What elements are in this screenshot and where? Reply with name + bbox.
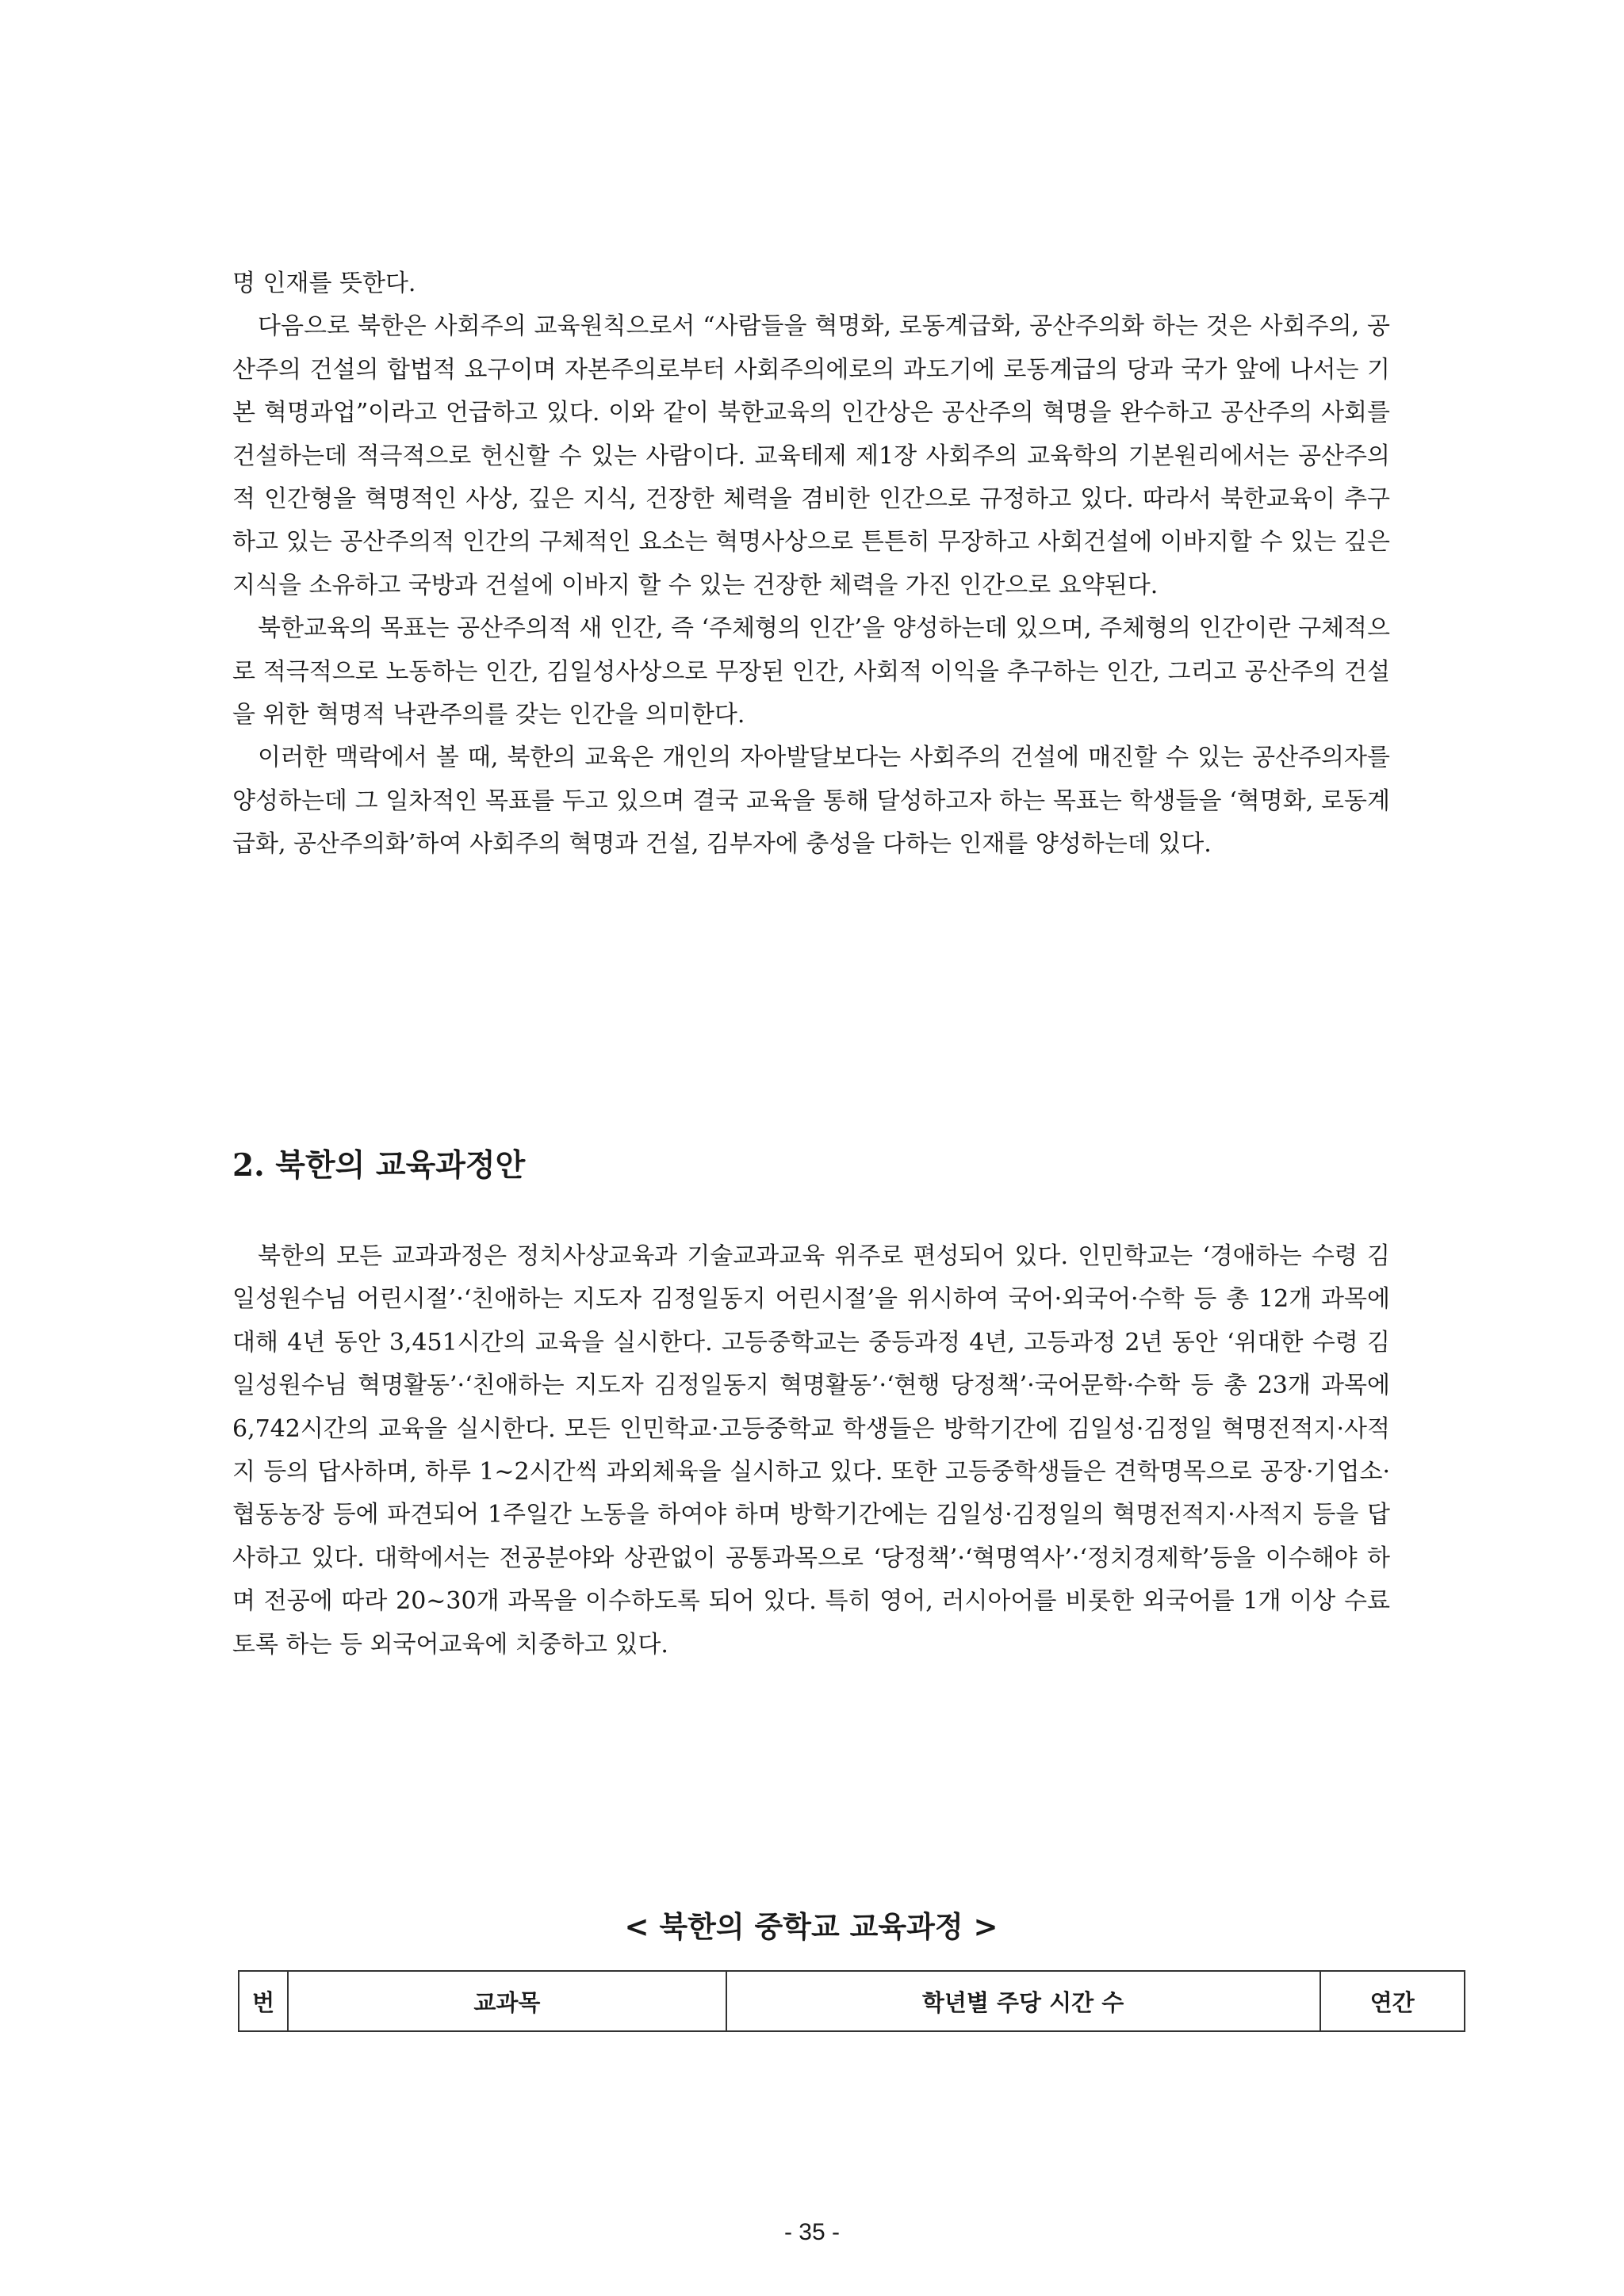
- header-number: 번: [239, 1971, 288, 2031]
- section-heading: 2. 북한의 교육과정안: [232, 1147, 526, 1184]
- paragraph-curriculum: 북한의 모든 교과과정은 정치사상교육과 기술교과교육 위주로 편성되어 있다. 인민학교는 ‘경애하는 수령 김일성원수님 어린시절’·‘친애하는 지도자 김정일동지 어린시절’을 위시하여 국어·외국어·수학 등 총 12개 과목에 대해 4년 동안 3,451시간의 교육을 실시한다. 고등중학교는 중등과정 4년, 고등과정 2년 동안 ‘위대한 수령 김일성원수님 혁명활동’·‘친애하는 지도자 김정일동지 혁명활동’·‘현행 당정책’·국어문학·수학 등 총 23개 과목에 6,742시간의 교육을 실시한다. 모든 인민학교·고등중학교 학생들은 방학기간에 김일성·김정일 혁명전적지·사적지 등의 답사하며, 하루 1~2시간씩 과외체육을 실시하고 있다. 또한 고등중학생들은 견학명목으로 공장·기업소·협동농장 등에 파견되어 1주일간 노동을 하여야 하며 방학기간에는 김일성·김정일의 혁명전적지·사적지 등을 답사하고 있다. 대학에서는 전공분야와 상관없이 공통과목으로 ‘당정책’·‘혁명역사’·‘정치경제학’등을 이수해야 하며 전공에 따라 20~30개 과목을 이수하도록 되어 있다. 특히 영어, 러시아어를 비롯한 외국어를 1개 이상 수료토록 하는 등 외국어교육에 치중하고 있다.: [232, 1242, 1390, 1659]
- header-weekly-hours: 학년별 주당 시간 수: [726, 1971, 1320, 2031]
- table-header-row: [239, 1971, 1465, 2031]
- header-subject: 교과목: [288, 1971, 726, 2031]
- table-caption: < 북한의 중학교 교육과정 >: [624, 1909, 998, 1944]
- curriculum-text-block: [232, 1235, 1390, 1667]
- paragraph-continuation: 명 인재를 뜻한다.: [232, 270, 416, 297]
- paragraph-education-goal: 북한교육의 목표는 공산주의적 새 인간, 즉 ‘주체형의 인간’을 양성하는데 있으며, 주체형의 인간이란 구체적으로 적극적으로 노동하는 인간, 김일성사상으로 무장된 인간, 사회적 이익을 추구하는 인간, 그리고 공산주의 건설을 위한 혁명적 낙관주의를 갖는 인간을 의미한다.: [232, 614, 1390, 729]
- paragraph-education-principle: 다음으로 북한은 사회주의 교육원칙으로서 “사람들을 혁명화, 로동계급화, 공산주의화 하는 것은 사회주의, 공산주의 건설의 합법적 요구이며 자본주의로부터 사회주의에로의 과도기에 로동계급의 당과 국가 앞에 나서는 기본 혁명과업”이라고 언급하고 있다. 이와 같이 북한교육의 인간상은 공산주의 혁명을 완수하고 공산주의 사회를 건설하는데 적극적으로 헌신할 수 있는 사람이다. 교육테제 제1장 사회주의 교육학의 기본원리에서는 공산주의적 인간형을 혁명적인 사상, 깊은 지식, 건장한 체력을 겸비한 인간으로 규정하고 있다. 따라서 북한교육이 추구하고 있는 공산주의적 인간의 구체적인 요소는 혁명사상으로 튼튼히 무장하고 사회건설에 이바지할 수 있는 깊은 지식을 소유하고 국방과 건설에 이바지 할 수 있는 건장한 체력을 가진 인간으로 요약된다.: [232, 312, 1390, 599]
- page-number: - 35 -: [783, 2219, 841, 2245]
- intro-text-block: [232, 262, 1390, 867]
- curriculum-table: [238, 1970, 1465, 2032]
- header-annual: 연간: [1320, 1971, 1465, 2031]
- paragraph-context-summary: 이러한 맥락에서 볼 때, 북한의 교육은 개인의 자아발달보다는 사회주의 건설에 매진할 수 있는 공산주의자를 양성하는데 그 일차적인 목표를 두고 있으며 결국 교육을 통해 달성하고자 하는 목표는 학생들을 ‘혁명화, 로동계급화, 공산주의화’하여 사회주의 혁명과 건설, 김부자에 충성을 다하는 인재를 양성하는데 있다.: [232, 744, 1390, 859]
